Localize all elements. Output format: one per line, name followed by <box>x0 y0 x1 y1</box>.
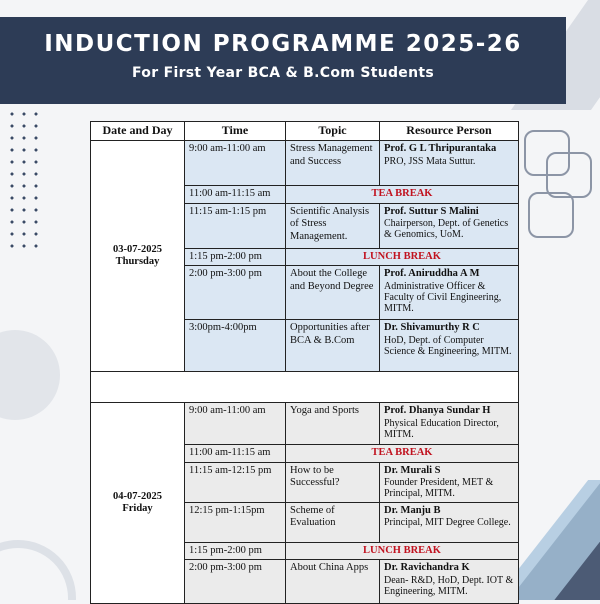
resource-desc: Physical Education Director, MITM. <box>384 417 499 440</box>
resource-desc: HoD, Dept. of Computer Science & Engineering, MITM. <box>384 334 512 357</box>
resource-name: Dr. Murali S <box>384 464 441 476</box>
schedule-table <box>90 121 519 604</box>
time-cell: 3:00pm-4:00pm <box>185 320 286 372</box>
day-date: 03-07-2025 <box>113 243 162 255</box>
table-row <box>91 403 519 445</box>
resource-desc: Dean- R&D, HoD, Dept. IOT & Engineering, MITM. <box>384 574 514 597</box>
break-label: TEA BREAK <box>286 445 519 463</box>
resource-desc: Principal, MIT Degree College. <box>384 517 511 528</box>
day-weekday: Friday <box>122 503 153 514</box>
time-cell: 12:15 pm-1:15pm <box>185 502 286 542</box>
topic-cell: Stress Management and Success <box>286 141 380 186</box>
time-cell: 11:15 am-1:15 pm <box>185 203 286 248</box>
decor-dot-grid <box>6 108 46 248</box>
spacer-row <box>91 372 519 403</box>
resource-cell <box>380 141 519 186</box>
resource-name: Prof. Suttur S Malini <box>384 205 479 217</box>
break-label: LUNCH BREAK <box>286 248 519 266</box>
resource-desc: PRO, JSS Mata Suttur. <box>384 155 476 167</box>
break-label: LUNCH BREAK <box>286 542 519 560</box>
column-header: Date and Day <box>91 122 185 141</box>
topic-cell: How to be Successful? <box>286 462 380 502</box>
time-cell: 11:15 am-12:15 pm <box>185 462 286 502</box>
resource-cell <box>380 462 519 502</box>
table-header-row <box>91 122 519 141</box>
time-cell: 1:15 pm-2:00 pm <box>185 248 286 266</box>
column-header: Topic <box>286 122 380 141</box>
day-weekday: Thursday <box>115 256 160 267</box>
decor-rings <box>524 130 594 240</box>
time-cell: 11:00 am-11:15 am <box>185 445 286 463</box>
topic-cell: Scheme of Evaluation <box>286 502 380 542</box>
topic-cell: About China Apps <box>286 560 380 604</box>
resource-name: Prof. Aniruddha A M <box>384 268 480 279</box>
day-cell <box>91 403 185 604</box>
resource-name: Dr. Shivamurthy R C <box>384 322 480 333</box>
page-subtitle: For First Year BCA & B.Com Students <box>132 65 434 81</box>
resource-name: Prof. Dhanya Sundar H <box>384 405 491 416</box>
time-cell: 9:00 am-11:00 am <box>185 141 286 186</box>
day-cell <box>91 141 185 372</box>
topic-cell: About the College and Beyond Degree <box>286 266 380 320</box>
decor-circle <box>0 330 60 420</box>
topic-cell: Opportunities after BCA & B.Com <box>286 320 380 372</box>
time-cell: 2:00 pm-3:00 pm <box>185 560 286 604</box>
time-cell: 1:15 pm-2:00 pm <box>185 542 286 560</box>
resource-desc: Administrative Officer & Faculty of Civil Engineering, MITM. <box>384 280 502 314</box>
break-label: TEA BREAK <box>286 186 519 204</box>
page-title: INDUCTION PROGRAMME 2025-26 <box>44 31 522 57</box>
topic-cell: Yoga and Sports <box>286 403 380 445</box>
time-cell: 11:00 am-11:15 am <box>185 186 286 204</box>
resource-cell <box>380 502 519 542</box>
time-cell: 9:00 am-11:00 am <box>185 403 286 445</box>
column-header: Resource Person <box>380 122 519 141</box>
table-row <box>91 141 519 186</box>
column-header: Time <box>185 122 286 141</box>
resource-name: Prof. G L Thripurantaka <box>384 143 497 154</box>
resource-cell <box>380 560 519 604</box>
topic-cell: Scientific Analysis of Stress Management. <box>286 203 380 248</box>
resource-cell <box>380 403 519 445</box>
resource-name: Dr. Ravichandra K <box>384 562 470 573</box>
resource-cell <box>380 266 519 320</box>
time-cell: 2:00 pm-3:00 pm <box>185 266 286 320</box>
decor-circle <box>0 540 76 600</box>
day-date: 04-07-2025 <box>113 490 162 502</box>
resource-desc: Chairperson, Dept. of Genetics & Genomics, UoM. <box>384 218 509 240</box>
resource-name: Dr. Manju B <box>384 504 441 516</box>
resource-cell <box>380 320 519 372</box>
resource-desc: Founder President, MET & Principal, MITM. <box>384 477 494 499</box>
resource-cell <box>380 203 519 248</box>
